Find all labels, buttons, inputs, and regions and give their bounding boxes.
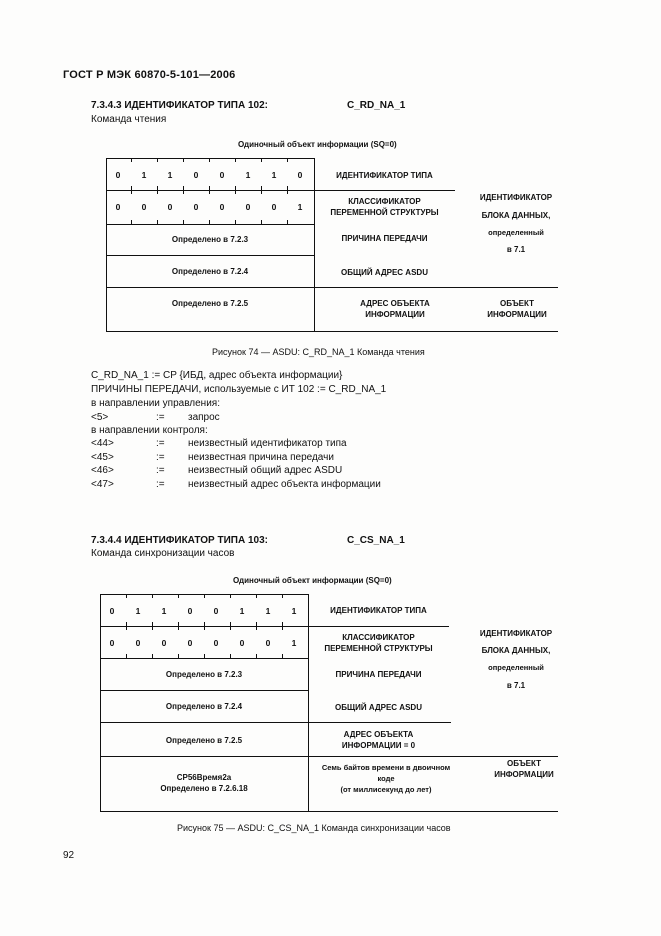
bit: 0 — [141, 202, 147, 212]
figure-caption: Рисунок 75 — ASDU: C_CS_NA_1 Команда синхронизации часов — [177, 823, 451, 833]
def-op: := — [156, 438, 165, 449]
ioa-label-1: АДРЕС ОБЪЕКТА — [343, 730, 414, 739]
section-code-102: C_RD_NA_1 — [347, 100, 406, 111]
vsq-label-1: КЛАССИФИКАТОР — [348, 197, 421, 206]
bit: 1 — [291, 606, 297, 616]
defined-7-2-4: Определено в 7.2.4 — [171, 267, 249, 276]
figure-title: Одиночный объект информации (SQ=0) — [238, 140, 397, 149]
def-line: ПРИЧИНЫ ПЕРЕДАЧИ, используемые с ИТ 102 := C_RD_NA_1 — [91, 384, 387, 395]
def-code: <47> — [91, 479, 114, 490]
def-text: неизвестный адрес объекта информации — [188, 479, 381, 490]
section-subtitle-103: Команда синхронизации часов — [91, 548, 235, 559]
def-op: := — [156, 452, 165, 463]
page-number: 92 — [63, 850, 75, 861]
defined-7-2-3: Определено в 7.2.3 — [171, 235, 249, 244]
bit: 0 — [219, 202, 225, 212]
def-line: C_RD_NA_1 := CP {ИБД, адрес объекта информации} — [91, 370, 343, 381]
bit: 0 — [265, 638, 271, 648]
type-id-label: ИДЕНТИФИКАТОР ТИПА — [330, 606, 427, 615]
def-line: в направлении управления: — [91, 398, 220, 409]
cot-label: ПРИЧИНА ПЕРЕДАЧИ — [335, 670, 422, 679]
bit: 0 — [109, 638, 115, 648]
bit: 0 — [271, 202, 277, 212]
bit: 1 — [297, 202, 303, 212]
dui-label-2: БЛОКА ДАННЫХ, — [481, 211, 551, 220]
bit: 0 — [187, 606, 193, 616]
bit: 0 — [161, 638, 167, 648]
def-text: неизвестная причина передачи — [188, 452, 334, 463]
figure-caption: Рисунок 74 — ASDU: C_RD_NA_1 Команда чтения — [212, 347, 425, 357]
bit: 1 — [161, 606, 167, 616]
vsq-label-2: ПЕРЕМЕННОЙ СТРУКТУРЫ — [330, 208, 439, 217]
vsq-label-1: КЛАССИФИКАТОР — [342, 633, 415, 642]
io-label-1: ОБЪЕКТ — [500, 299, 534, 308]
bit: 0 — [135, 638, 141, 648]
time-desc-1: Семь байтов времени в двоичном — [321, 763, 451, 772]
bit: 0 — [115, 170, 121, 180]
def-text: неизвестный общий адрес ASDU — [188, 465, 343, 476]
cp56time-label: CP56Время2а — [176, 773, 232, 782]
bit: 1 — [245, 170, 251, 180]
section-heading-102: 7.3.4.3 ИДЕНТИФИКАТОР ТИПА 102: — [91, 100, 268, 111]
bit: 0 — [213, 638, 219, 648]
bit: 1 — [141, 170, 147, 180]
ioa-label-2: ИНФОРМАЦИИ — [365, 310, 425, 319]
bit: 1 — [239, 606, 245, 616]
bit: 0 — [167, 202, 173, 212]
figure-title: Одиночный объект информации (SQ=0) — [233, 576, 392, 585]
time-desc-2: коде — [377, 774, 395, 783]
time-desc-3: (от миллисекунд до лет) — [340, 785, 432, 794]
defined-7-2-5: Определено в 7.2.5 — [165, 736, 243, 745]
ioa-label-1: АДРЕС ОБЪЕКТА — [360, 299, 430, 308]
bit: 1 — [167, 170, 173, 180]
io-label-2: ИНФОРМАЦИИ — [494, 770, 554, 779]
dui-label-3: определенный — [488, 663, 544, 672]
ioa-label-2: ИНФОРМАЦИИ = 0 — [341, 741, 416, 750]
section-heading-103: 7.3.4.4 ИДЕНТИФИКАТОР ТИПА 103: — [91, 535, 268, 546]
cot-label: ПРИЧИНА ПЕРЕДАЧИ — [341, 234, 428, 243]
common-addr-label: ОБЩИЙ АДРЕС ASDU — [335, 703, 422, 712]
section-code-103: C_CS_NA_1 — [347, 535, 405, 546]
def-op: := — [156, 412, 165, 423]
cp56time-defined: Определено в 7.2.6.18 — [160, 784, 248, 793]
bit: 0 — [219, 170, 225, 180]
bit: 0 — [115, 202, 121, 212]
dui-label-3: определенный — [488, 228, 544, 237]
def-code: <44> — [91, 438, 114, 449]
bit: 1 — [265, 606, 271, 616]
bit: 0 — [109, 606, 115, 616]
def-op: := — [156, 465, 165, 476]
def-line: в направлении контроля: — [91, 425, 208, 436]
bit: 0 — [193, 202, 199, 212]
dui-label-1: ИДЕНТИФИКАТОР — [479, 193, 553, 202]
defined-7-2-5: Определено в 7.2.5 — [171, 299, 249, 308]
dui-label-2: БЛОКА ДАННЫХ, — [481, 646, 551, 655]
def-op: := — [156, 479, 165, 490]
bit: 0 — [239, 638, 245, 648]
defined-7-2-3: Определено в 7.2.3 — [165, 670, 243, 679]
vsq-label-2: ПЕРЕМЕННОЙ СТРУКТУРЫ — [324, 644, 433, 653]
bit: 1 — [291, 638, 297, 648]
dui-label-4: в 7.1 — [506, 681, 526, 690]
bit: 0 — [213, 606, 219, 616]
def-code: <5> — [91, 412, 109, 423]
type-id-label: ИДЕНТИФИКАТОР ТИПА — [336, 171, 433, 180]
bit: 0 — [245, 202, 251, 212]
dui-label-1: ИДЕНТИФИКАТОР — [479, 629, 553, 638]
bit: 0 — [187, 638, 193, 648]
io-label-2: ИНФОРМАЦИИ — [487, 310, 547, 319]
dui-label-4: в 7.1 — [506, 245, 526, 254]
defined-7-2-4: Определено в 7.2.4 — [165, 702, 243, 711]
section-subtitle-102: Команда чтения — [91, 114, 167, 125]
def-text: запрос — [188, 412, 220, 423]
bit: 1 — [271, 170, 277, 180]
bit: 1 — [135, 606, 141, 616]
document-header: ГОСТ Р МЭК 60870-5-101—2006 — [63, 69, 236, 81]
bit: 0 — [297, 170, 303, 180]
def-code: <45> — [91, 452, 114, 463]
bit: 0 — [193, 170, 199, 180]
io-label-1: ОБЪЕКТ — [507, 759, 541, 768]
common-addr-label: ОБЩИЙ АДРЕС ASDU — [341, 268, 428, 277]
def-code: <46> — [91, 465, 114, 476]
def-text: неизвестный идентификатор типа — [188, 438, 347, 449]
